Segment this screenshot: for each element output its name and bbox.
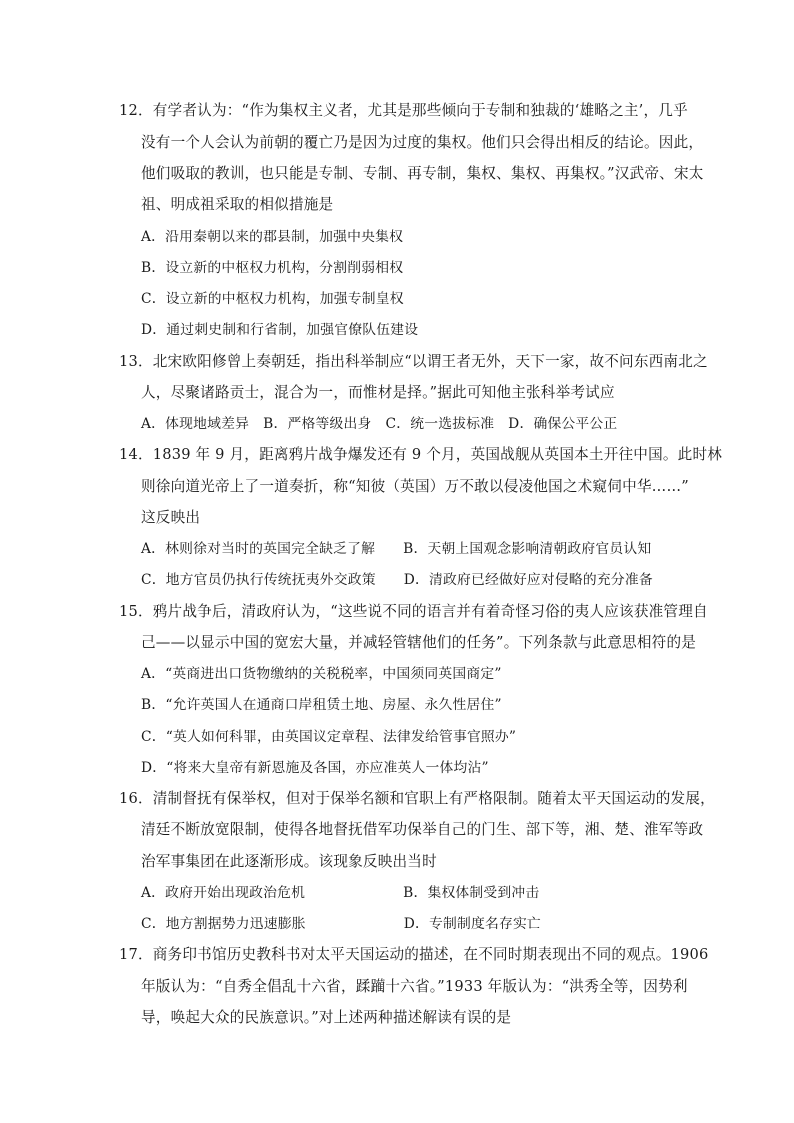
q15-stem-line-1: 15．鸦片战争后，清政府认为，“这些说不同的语言并有着奇怪习俗的夷人应该获准管理自 <box>119 603 708 620</box>
q14-options-row-2[interactable]: C．地方官员仍执行传统抚夷外交政策 D．清政府已经做好应对侵略的充分准备 <box>141 572 653 588</box>
q15-option-c[interactable]: C．“英人如何科罪，由英国议定章程、法律发给管事官照办” <box>141 729 517 745</box>
q14-options-row-1[interactable]: A．林则徐对当时的英国完全缺乏了解 B．天朝上国观念影响清朝政府官员认知 <box>141 541 652 557</box>
q16-options-row-2[interactable]: C．地方割据势力迅速膨胀 D．专制制度名存实亡 <box>141 916 541 932</box>
q12-stem-line-2: 没有一个人会认为前朝的覆亡乃是因为过度的集权。他们只会得出相反的结论。因此， <box>141 134 704 151</box>
q12-option-d[interactable]: D．通过刺史制和行省制，加强官僚队伍建设 <box>141 322 419 338</box>
q12-stem-line-3: 他们吸取的教训，也只能是专制、专制、再专制，集权、集权、再集权。”汉武帝、宋太 <box>141 165 704 182</box>
q17-stem-line-2: 年版认为：“自秀全倡乱十六省，蹂躏十六省。”1933 年版认为：“洪秀全等，因势利 <box>141 978 688 995</box>
q12-option-c[interactable]: C．设立新的中枢权力机构，加强专制皇权 <box>141 291 404 307</box>
q15-option-a[interactable]: A．“英商进出口货物缴纳的关税税率，中国须同英国商定” <box>141 666 502 682</box>
q13-options-row[interactable]: A．体现地域差异 B．严格等级出身 C．统一选拔标准 D．确保公平公正 <box>141 416 618 432</box>
q16-stem-line-3: 治军事集团在此逐渐形成。该现象反映出当时 <box>141 853 437 870</box>
q12-stem-line-1: 12．有学者认为：“作为集权主义者，尤其是那些倾向于专制和独裁的‘雄略之主’，几乎 <box>119 102 688 119</box>
q14-stem-line-1: 14．1839 年 9 月，距离鸦片战争爆发还有 9 个月，英国战舰从英国本土开往中国。此时林 <box>119 446 723 463</box>
q16-stem-line-1: 16．清制督抚有保举权，但对于保举名额和官职上有严格限制。随着太平天国运动的发展， <box>119 790 715 807</box>
q15-option-d[interactable]: D．“将来大皇帝有新恩施及各国，亦应准英人一体均沾” <box>141 760 489 776</box>
q12-stem-line-4: 祖、明成祖采取的相似措施是 <box>141 196 334 213</box>
q14-stem-line-2: 则徐向道光帝上了一道奏折，称“知彼（英国）万不敢以侵凌他国之术窥伺中华……” <box>141 478 689 495</box>
q17-stem-line-1: 17．商务印书馆历史教科书对太平天国运动的描述，在不同时期表现出不同的观点。1906 <box>119 946 709 963</box>
q15-option-b[interactable]: B．“允许英国人在通商口岸租赁土地、房屋、永久性居住” <box>141 697 502 713</box>
q13-stem-line-1: 13．北宋欧阳修曾上奏朝廷，指出科举制应“以谓王者无外，天下一家，故不问东西南北之 <box>119 353 708 370</box>
q12-option-a[interactable]: A．沿用秦朝以来的郡县制，加强中央集权 <box>141 229 404 245</box>
q16-stem-line-2: 清廷不断放宽限制，使得各地督抚借军功保举自己的门生、部下等，湘、楚、淮军等政 <box>141 821 704 838</box>
q16-options-row-1[interactable]: A．政府开始出现政治危机 B．集权体制受到冲击 <box>141 885 540 901</box>
q14-stem-line-3: 这反映出 <box>141 509 201 526</box>
q15-stem-line-2: 己——以显示中国的宽宏大量，并减轻管辖他们的任务”。下列条款与此意思相符的是 <box>141 634 697 651</box>
q17-stem-line-3: 导，唤起大众的民族意识。”对上述两种描述解读有误的是 <box>141 1009 512 1026</box>
q12-option-b[interactable]: B．设立新的中枢权力机构，分割削弱相权 <box>141 260 404 276</box>
q13-stem-line-2: 人，尽聚诸路贡士，混合为一，而惟材是择。”据此可知他主张科举考试应 <box>141 384 615 401</box>
